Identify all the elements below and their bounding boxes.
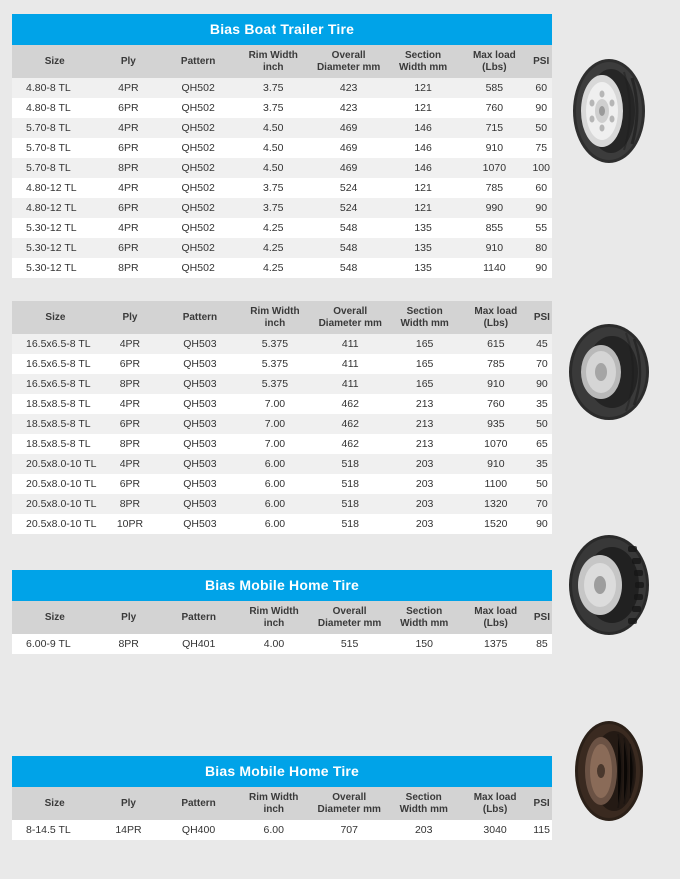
cell-section-width: 165 [389, 354, 459, 374]
cell-size: 4.80-8 TL [12, 78, 97, 98]
cell-ply: 6PR [99, 414, 161, 434]
cell-size: 6.00-9 TL [12, 634, 98, 654]
table-row [12, 394, 552, 414]
cell-psi: 55 [530, 218, 552, 238]
cell-rim-width: 4.50 [237, 118, 309, 138]
cell-max-load: 1140 [458, 258, 530, 278]
cell-diameter: 518 [311, 474, 389, 494]
cell-max-load: 935 [460, 414, 532, 434]
cell-rim-width: 3.75 [237, 98, 309, 118]
cell-rim-width: 4.50 [237, 158, 309, 178]
cell-rim-width: 6.00 [239, 454, 311, 474]
col-rim-width: Rim Width inch [237, 45, 309, 78]
cell-diameter: 423 [309, 98, 387, 118]
cell-psi: 50 [532, 474, 552, 494]
cell-pattern: QH503 [161, 394, 239, 414]
cell-diameter: 524 [309, 178, 387, 198]
table-header-row [12, 301, 552, 334]
col-section-width: Section Width mm [388, 787, 459, 820]
cell-pattern: QH502 [159, 238, 237, 258]
col-psi: PSI [531, 787, 552, 820]
table-row [12, 434, 552, 454]
cell-size: 20.5x8.0-10 TL [12, 474, 99, 494]
cell-ply: 6PR [97, 198, 159, 218]
spec-block-mobile-home-600-9 [12, 570, 552, 654]
cell-psi: 50 [532, 414, 552, 434]
cell-psi: 115 [531, 820, 552, 840]
cell-psi: 90 [532, 514, 552, 534]
cell-diameter: 548 [309, 258, 387, 278]
cell-ply: 6PR [97, 238, 159, 258]
cell-max-load: 1070 [460, 434, 532, 454]
cell-rim-width: 3.75 [237, 78, 309, 98]
cell-pattern: QH401 [160, 634, 238, 654]
col-psi: PSI [530, 45, 552, 78]
cell-pattern: QH503 [161, 354, 239, 374]
cell-pattern: QH503 [161, 414, 239, 434]
spec-table [12, 301, 552, 534]
col-size: Size [12, 45, 97, 78]
cell-ply: 8PR [99, 434, 161, 454]
cell-max-load: 990 [458, 198, 530, 218]
col-ply: Ply [97, 787, 159, 820]
cell-diameter: 518 [311, 494, 389, 514]
table-row [12, 98, 552, 118]
col-pattern: Pattern [161, 301, 239, 334]
cell-max-load: 910 [458, 238, 530, 258]
cell-section-width: 150 [389, 634, 460, 654]
spec-block-flotation [12, 301, 552, 534]
col-size: Size [12, 301, 99, 334]
cell-section-width: 213 [389, 414, 459, 434]
cell-max-load: 785 [460, 354, 532, 374]
cell-rim-width: 6.00 [239, 514, 311, 534]
cell-pattern: QH502 [159, 138, 237, 158]
cell-psi: 70 [532, 354, 552, 374]
cell-max-load: 910 [460, 454, 532, 474]
table-row [12, 414, 552, 434]
cell-pattern: QH503 [161, 434, 239, 454]
cell-ply: 4PR [97, 78, 159, 98]
table-row [12, 454, 552, 474]
cell-section-width: 146 [388, 138, 458, 158]
cell-rim-width: 5.375 [239, 354, 311, 374]
cell-psi: 60 [530, 78, 552, 98]
table-row [12, 258, 552, 278]
cell-diameter: 469 [309, 158, 387, 178]
cell-ply: 8PR [99, 374, 161, 394]
cell-section-width: 165 [389, 334, 459, 354]
cell-max-load: 760 [460, 394, 532, 414]
cell-pattern: QH502 [159, 118, 237, 138]
col-max-load: Max load (Lbs) [460, 601, 532, 634]
col-section-width: Section Width mm [388, 45, 458, 78]
cell-pattern: QH400 [160, 820, 238, 840]
col-pattern: Pattern [160, 601, 238, 634]
cell-ply: 4PR [97, 118, 159, 138]
col-overall-diameter: Overall Diameter mm [311, 301, 389, 334]
table-row [12, 118, 552, 138]
col-pattern: Pattern [160, 787, 238, 820]
cell-psi: 80 [530, 238, 552, 258]
spec-block-boat-trailer [12, 14, 552, 278]
cell-max-load: 585 [458, 78, 530, 98]
table-row [12, 494, 552, 514]
col-pattern: Pattern [159, 45, 237, 78]
cell-diameter: 411 [311, 334, 389, 354]
spec-table [12, 601, 552, 654]
col-overall-diameter: Overall Diameter mm [310, 787, 389, 820]
spec-table [12, 787, 552, 840]
cell-pattern: QH503 [161, 474, 239, 494]
cell-max-load: 785 [458, 178, 530, 198]
cell-rim-width: 5.375 [239, 334, 311, 354]
cell-max-load: 3040 [459, 820, 531, 840]
cell-ply: 6PR [99, 354, 161, 374]
cell-size: 16.5x6.5-8 TL [12, 374, 99, 394]
cell-psi: 90 [532, 374, 552, 394]
cell-max-load: 760 [458, 98, 530, 118]
cell-rim-width: 4.50 [237, 138, 309, 158]
cell-section-width: 203 [389, 474, 459, 494]
col-ply: Ply [99, 301, 161, 334]
cell-section-width: 121 [388, 198, 458, 218]
cell-section-width: 213 [389, 434, 459, 454]
cell-diameter: 423 [309, 78, 387, 98]
cell-size: 5.30-12 TL [12, 258, 97, 278]
cell-psi: 90 [530, 98, 552, 118]
cell-rim-width: 4.25 [237, 218, 309, 238]
rib-tread-mobile-home-tire-icon [554, 716, 664, 826]
cell-psi: 35 [532, 394, 552, 414]
cell-section-width: 135 [388, 258, 458, 278]
cell-pattern: QH503 [161, 374, 239, 394]
cell-section-width: 121 [388, 78, 458, 98]
col-rim-width: Rim Width inch [238, 601, 311, 634]
cell-diameter: 462 [311, 414, 389, 434]
cell-section-width: 146 [388, 158, 458, 178]
col-size: Size [12, 787, 97, 820]
cell-rim-width: 5.375 [239, 374, 311, 394]
table-row [12, 218, 552, 238]
table-row [12, 238, 552, 258]
cell-psi: 75 [530, 138, 552, 158]
cell-size: 20.5x8.0-10 TL [12, 514, 99, 534]
cell-psi: 90 [530, 198, 552, 218]
cell-rim-width: 6.00 [239, 474, 311, 494]
table-row [12, 158, 552, 178]
cell-max-load: 615 [460, 334, 532, 354]
cell-rim-width: 3.75 [237, 178, 309, 198]
cell-ply: 8PR [99, 494, 161, 514]
cell-rim-width: 7.00 [239, 434, 311, 454]
cell-size: 5.70-8 TL [12, 118, 97, 138]
cell-size: 16.5x6.5-8 TL [12, 354, 99, 374]
cell-size: 5.70-8 TL [12, 138, 97, 158]
cell-diameter: 462 [311, 394, 389, 414]
table-row [12, 820, 552, 840]
cell-psi: 65 [532, 434, 552, 454]
cell-ply: 8PR [98, 634, 160, 654]
col-ply: Ply [97, 45, 159, 78]
cell-rim-width: 4.25 [237, 238, 309, 258]
cell-rim-width: 6.00 [238, 820, 310, 840]
trailer-tire-with-white-rim-icon [554, 56, 664, 166]
cell-section-width: 121 [388, 98, 458, 118]
table-header-row [12, 787, 552, 820]
cell-pattern: QH503 [161, 514, 239, 534]
cell-psi: 50 [530, 118, 552, 138]
cell-ply: 6PR [97, 98, 159, 118]
cell-diameter: 462 [311, 434, 389, 454]
spec-table [12, 45, 552, 278]
cell-diameter: 548 [309, 218, 387, 238]
col-rim-width: Rim Width inch [238, 787, 310, 820]
cell-pattern: QH503 [161, 454, 239, 474]
cell-ply: 14PR [97, 820, 159, 840]
cell-max-load: 1100 [460, 474, 532, 494]
table-row [12, 178, 552, 198]
cell-max-load: 1520 [460, 514, 532, 534]
col-max-load: Max load (Lbs) [459, 787, 531, 820]
cell-pattern: QH502 [159, 178, 237, 198]
col-overall-diameter: Overall Diameter mm [310, 601, 389, 634]
cell-pattern: QH502 [159, 98, 237, 118]
cell-psi: 35 [532, 454, 552, 474]
table-row [12, 374, 552, 394]
table-row [12, 354, 552, 374]
cell-size: 4.80-8 TL [12, 98, 97, 118]
cell-diameter: 411 [311, 374, 389, 394]
block-title: Bias Boat Trailer Tire [12, 14, 552, 45]
cell-section-width: 203 [389, 514, 459, 534]
cell-size: 5.70-8 TL [12, 158, 97, 178]
cell-diameter: 548 [309, 238, 387, 258]
cell-section-width: 135 [388, 218, 458, 238]
cell-max-load: 1375 [460, 634, 532, 654]
table-row [12, 514, 552, 534]
cell-section-width: 203 [388, 820, 459, 840]
cell-rim-width: 3.75 [237, 198, 309, 218]
cell-max-load: 1070 [458, 158, 530, 178]
col-max-load: Max load (Lbs) [458, 45, 530, 78]
cell-size: 18.5x8.5-8 TL [12, 434, 99, 454]
col-max-load: Max load (Lbs) [460, 301, 532, 334]
cell-diameter: 518 [311, 454, 389, 474]
cell-ply: 10PR [99, 514, 161, 534]
cell-pattern: QH502 [159, 158, 237, 178]
spec-block-mobile-home-8-145 [12, 756, 552, 840]
cell-size: 20.5x8.0-10 TL [12, 494, 99, 514]
block-title: Bias Mobile Home Tire [12, 756, 552, 787]
cell-ply: 8PR [97, 258, 159, 278]
cell-size: 20.5x8.0-10 TL [12, 454, 99, 474]
cell-rim-width: 4.25 [237, 258, 309, 278]
col-section-width: Section Width mm [389, 301, 459, 334]
cell-size: 4.80-12 TL [12, 178, 97, 198]
cell-pattern: QH503 [161, 334, 239, 354]
cell-size: 4.80-12 TL [12, 198, 97, 218]
block-title: Bias Mobile Home Tire [12, 570, 552, 601]
cell-ply: 6PR [97, 138, 159, 158]
cell-rim-width: 4.00 [238, 634, 311, 654]
col-psi: PSI [532, 301, 552, 334]
cell-ply: 8PR [97, 158, 159, 178]
cell-rim-width: 7.00 [239, 394, 311, 414]
cell-section-width: 165 [389, 374, 459, 394]
cell-diameter: 469 [309, 138, 387, 158]
cell-size: 16.5x6.5-8 TL [12, 334, 99, 354]
cell-pattern: QH502 [159, 78, 237, 98]
cell-ply: 4PR [99, 394, 161, 414]
cell-ply: 4PR [97, 178, 159, 198]
col-ply: Ply [98, 601, 160, 634]
cell-pattern: QH502 [159, 198, 237, 218]
lug-tread-tire-with-silver-rim-icon [554, 530, 664, 640]
flotation-tire-with-silver-rim-icon [554, 317, 664, 427]
cell-section-width: 135 [388, 238, 458, 258]
cell-diameter: 515 [310, 634, 389, 654]
table-row [12, 138, 552, 158]
cell-ply: 4PR [97, 218, 159, 238]
cell-pattern: QH502 [159, 218, 237, 238]
cell-section-width: 203 [389, 454, 459, 474]
cell-diameter: 518 [311, 514, 389, 534]
cell-diameter: 469 [309, 118, 387, 138]
col-size: Size [12, 601, 98, 634]
cell-size: 5.30-12 TL [12, 218, 97, 238]
cell-psi: 45 [532, 334, 552, 354]
table-header-row [12, 601, 552, 634]
cell-size: 5.30-12 TL [12, 238, 97, 258]
cell-rim-width: 6.00 [239, 494, 311, 514]
cell-section-width: 121 [388, 178, 458, 198]
table-row [12, 198, 552, 218]
cell-diameter: 707 [310, 820, 389, 840]
cell-section-width: 203 [389, 494, 459, 514]
cell-max-load: 855 [458, 218, 530, 238]
cell-max-load: 910 [458, 138, 530, 158]
cell-max-load: 715 [458, 118, 530, 138]
col-overall-diameter: Overall Diameter mm [309, 45, 387, 78]
cell-max-load: 1320 [460, 494, 532, 514]
cell-size: 18.5x8.5-8 TL [12, 414, 99, 434]
cell-section-width: 146 [388, 118, 458, 138]
col-section-width: Section Width mm [389, 601, 460, 634]
cell-psi: 100 [530, 158, 552, 178]
cell-ply: 4PR [99, 334, 161, 354]
cell-size: 8-14.5 TL [12, 820, 97, 840]
cell-ply: 6PR [99, 474, 161, 494]
cell-pattern: QH502 [159, 258, 237, 278]
cell-psi: 70 [532, 494, 552, 514]
cell-pattern: QH503 [161, 494, 239, 514]
table-row [12, 334, 552, 354]
cell-diameter: 411 [311, 354, 389, 374]
table-row [12, 474, 552, 494]
cell-psi: 85 [532, 634, 552, 654]
cell-rim-width: 7.00 [239, 414, 311, 434]
cell-max-load: 910 [460, 374, 532, 394]
table-row [12, 634, 552, 654]
col-rim-width: Rim Width inch [239, 301, 311, 334]
table-row [12, 78, 552, 98]
cell-diameter: 524 [309, 198, 387, 218]
col-psi: PSI [532, 601, 552, 634]
cell-psi: 60 [530, 178, 552, 198]
cell-ply: 4PR [99, 454, 161, 474]
cell-size: 18.5x8.5-8 TL [12, 394, 99, 414]
table-header-row [12, 45, 552, 78]
cell-section-width: 213 [389, 394, 459, 414]
cell-psi: 90 [530, 258, 552, 278]
